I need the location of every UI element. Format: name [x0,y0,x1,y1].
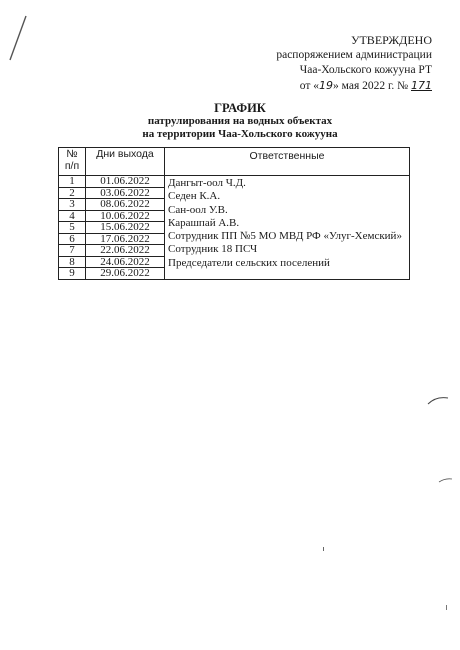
approval-block [276,33,432,94]
title-block [0,101,460,141]
row-date: 15.06.2022 [86,222,165,234]
document-heading: ГРАФИК [214,101,266,115]
scan-edge-mark [4,14,34,74]
responsible-cell [165,176,410,280]
approved-label: УТВЕРЖДЕНО [350,33,432,47]
header-responsible: Ответственные [165,148,410,176]
row-date: 08.06.2022 [86,199,165,211]
row-date: 03.06.2022 [86,187,165,199]
row-num: 4 [59,210,86,222]
responsible-item: Карашпай А.В. [168,216,240,229]
responsible-item: Председатели сельских поселений [168,256,330,269]
responsible-item: Сотрудник ПП №5 МО МВД РФ «Улуг-Хемский» [168,230,402,243]
approval-line-2: Чаа-Хольского кожууна РТ [299,64,432,76]
date-prefix: от « [299,80,320,92]
document-subtitle-line-2: на территории Чаа-Хольского кожууна [142,128,338,140]
row-date: 29.06.2022 [86,268,165,280]
patrol-schedule-table [58,147,410,280]
header-num: № п/п [59,148,86,176]
row-date: 22.06.2022 [86,245,165,257]
row-num: 5 [59,222,86,234]
responsible-item: Дангыт-оол Ч.Д. [168,177,246,189]
row-date: 17.06.2022 [86,233,165,245]
scan-dot [323,547,324,551]
approval-date-line [276,78,432,94]
row-num: 6 [59,233,86,245]
table-row [59,176,410,188]
table-header-row [59,148,410,176]
handwritten-day: 19 [319,79,334,92]
row-date: 01.06.2022 [86,176,165,188]
responsible-item: Седен К.А. [168,190,221,203]
responsible-item: Сотрудник 18 ПСЧ [168,243,258,256]
scan-mark-right [424,390,454,410]
row-num: 7 [59,245,86,257]
handwritten-number: 171 [411,79,432,92]
scan-dot [446,605,447,610]
row-num: 2 [59,187,86,199]
responsible-item: Сан-оол У.В. [168,203,228,216]
row-num: 8 [59,256,86,268]
row-num: 9 [59,268,86,280]
row-date: 10.06.2022 [86,210,165,222]
row-date: 24.06.2022 [86,256,165,268]
document-subtitle-line-1: патрулирования на водных объектах [147,115,333,127]
header-date: Дни выхода [86,148,165,176]
scan-mark-right-lower [436,470,456,490]
row-num: 3 [59,199,86,211]
row-num: 1 [59,176,86,188]
approval-line-1: распоряжением администрации [276,49,432,61]
date-suffix: » мая 2022 г. № [333,80,411,92]
